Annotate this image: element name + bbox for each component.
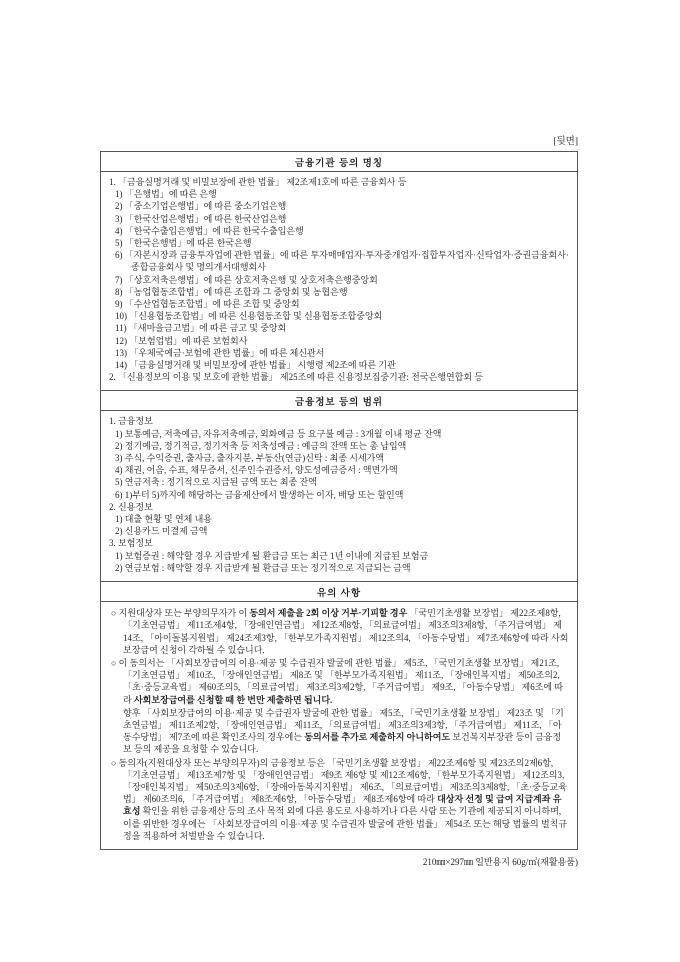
section-body [101, 602, 577, 849]
form-text-line: 2) 신용카드 미결제 금액 [115, 526, 208, 537]
form-text-line: 5) 연금저축 : 정기적으로 지급된 금액 또는 최종 잔액 [115, 477, 317, 488]
form-text-line: 1. 「금융실명거래 및 비밀보장에 관한 법률」 제2조제1호에 따른 금융회사 등 [109, 177, 407, 187]
back-side-label: [뒷면] [553, 137, 578, 147]
form-text-line: ○ 이 동의서는 「사회보장급여의 이용·제공 및 수급권자 발굴에 관한 법률」 제5조, 「국민기초생활 보장법」 제21조, 「기초연금법」 제10조, 「장애인연금법」 제8조 및 「한부모가족지원법」 제11조, 「장애인복지법」 제50조의2, 「초·중등교육법」 제60조의5, 「의료급여법」 제3조의3제2항, 「주거급여법」 제9조, 「아동수당법」 제6조에 따라 사회보장급여를 신청할 때 한 번만 제출하면 됩니다. [111, 657, 564, 705]
form-text-line: 11) 「새마을금고법」에 따른 금고 및 중앙회 [115, 323, 287, 334]
form-text-line: ○ 지원대상자 또는 부양의무자가 이 동의서 제출을 2회 이상 거부·기피할 경우 「국민기초생활 보장법」 제22조제8항, 「기초연금법」 제11조제4항, 「장애인연금법」 제12조제8항, 「의료급여법」 제3조의3제8항, 「주거급여법」 제14조, 「아이돌봄지원법」 제24조제3항, 「한부모가족지원법」 제12조의4, 「아동수당법」 제7조제6항에 따라 사회보장급여 신청이 각하될 수 있습니다. [111, 608, 569, 655]
form-text-line: 4) 채권, 어음, 수표, 채무증서, 신주인수권증서, 양도성예금증서 : 액면가액 [115, 465, 398, 476]
form-text-line: 12) 「보험업법」에 따른 보험회사 [115, 335, 248, 346]
form-text-line: 1. 금융정보 [109, 416, 153, 427]
form-table [100, 151, 578, 850]
form-text-line: 3) 주식, 수익증권, 출자금, 출자지분, 부동산(연금)신탁 : 최종 시세가액 [115, 453, 385, 464]
form-text-line: 향후 「사회보장급여의 이용·제공 및 수급권자 발굴에 관한 법률」 제5조, 「국민기초생활 보장법」 제23조 및 「기초연금법」 제11조제2항, 「장애인연금법」 제11조, 「의료급여법」 제3조의3제3항, 「주거급여법」 제11조, 「아동수당법」 제7조에 따른 확인조사의 경우에는 동의서를 추가로 제출하지 아니하여도 보건복지부장관 등이 금융정보 등의 제공을 요청할 수 있습니다. [123, 707, 564, 755]
form-text-line: 14) 「금융실명거래 및 비밀보장에 관한 법률」 시행령 제2조에 따른 기관 [115, 360, 396, 371]
form-text-line: 5) 「한국은행법」에 따른 한국은행 [115, 238, 252, 249]
form-text-line: 10) 「신용협동조합법」에 따른 신용협동조합 및 신용협동조합중앙회 [115, 311, 383, 322]
form-text-line: 6) 「자본시장과 금융투자업에 관한 법률」에 따른 투자매매업자·투자중개업자·집합투자업자·신탁업자·증권금융회사·종합금융회사 및 명의개서대행회사 [115, 250, 569, 273]
form-text-line: 1) 대출 현황 및 연체 내용 [115, 514, 212, 525]
form-text-line: 7) 「상호저축은행법」에 따른 상호저축은행 및 상호저축은행중앙회 [115, 274, 378, 285]
form-text-line: 6) 1)부터 5)까지에 해당하는 금융재산에서 발생하는 이자, 배당 또는 할인액 [115, 489, 404, 500]
form-text-line: ○ 동의자(지원대상자 또는 부양의무자)의 금융정보 등은 「국민기초생활 보장법」 제22조제6항 및 제23조의2제6항, 「기초연금법」 제13조제7항 및 「장애인연금법」 제9조 제6항 및 제12조제6항, 「한부모가족지원법」 제12조의3, 「장애인복지법」 제50조의3제6항, 「장애아동복지지원법」 제6조, 「의료급여법」 제3조의3제8항, 「초·중등교육법」 제60조의6, 「주거급여법」 제8조제6항, 「아동수당법」 제8조제6항에 따라 대상자 선정 및 급여 지급계좌 유효성 확인을 위한 금융재산 등의 조사 목적 외에 다른 용도로 사용하거나 다른 사람 또는 기관에 제공되지 아니하며, 이를 위반한 경우에는 「사회보장급여의 이용·제공 및 수급권자 발굴에 관한 법률」 제54조 또는 해당 법률의 벌칙규정을 적용하여 처벌받을 수 있습니다. [111, 757, 568, 841]
section-title: 금융기관 등의 명칭 [101, 152, 577, 172]
form-text-line: 2) 「중소기업은행법」에 따른 중소기업은행 [115, 201, 287, 212]
form-text-line: 4) 「한국수출입은행법」에 따른 한국수출입은행 [115, 225, 304, 236]
form-text-line: 2. 신용정보 [109, 501, 153, 512]
section-body [101, 411, 577, 581]
section-title: 유의 사항 [101, 581, 577, 602]
form-text-line: 3. 보험정보 [109, 538, 153, 549]
form-text-line: 9) 「수산업협동조합법」에 따른 조합 및 중앙회 [115, 299, 300, 310]
form-text-line: 1) 「은행법」에 따른 은행 [115, 189, 217, 200]
form-text-line: 13) 「우체국예금·보험에 관한 법률」에 따른 체신관서 [115, 347, 325, 358]
form-text-line: 2. 「신용정보의 이용 및 보호에 관한 법률」 제25조에 따른 신용정보집중기관: 전국은행연합회 등 [109, 372, 483, 383]
document-page [100, 133, 578, 868]
form-text-line: 2) 연금보험 : 해약할 경우 지급받게 될 환급금 또는 정기적으로 지급되는 금액 [115, 562, 411, 573]
form-text-line: 8) 「농업협동조합법」에 따른 조합과 그 중앙회 및 농협은행 [115, 286, 348, 297]
section-title: 금융정보 등의 범위 [101, 390, 577, 411]
form-text-line: 1) 보험증권 : 해약할 경우 지급받게 될 환급금 또는 최근 1년 이내에 지급된 보험금 [115, 550, 429, 561]
section-body [101, 172, 577, 390]
paper-spec-note: 210㎜×297㎜ 일반용지 60g/㎡(재활용품) [422, 856, 578, 867]
form-text-line: 3) 「한국산업은행법」에 따른 한국산업은행 [115, 213, 287, 224]
form-text-line: 2) 정기예금, 정기적금, 정기저축 등 저축성예금 : 예금의 잔액 또는 총 납입액 [115, 440, 407, 451]
form-text-line: 1) 보통예금, 저축예금, 자유저축예금, 외화예금 등 요구불 예금 : 3개월 이내 평균 잔액 [115, 428, 442, 439]
